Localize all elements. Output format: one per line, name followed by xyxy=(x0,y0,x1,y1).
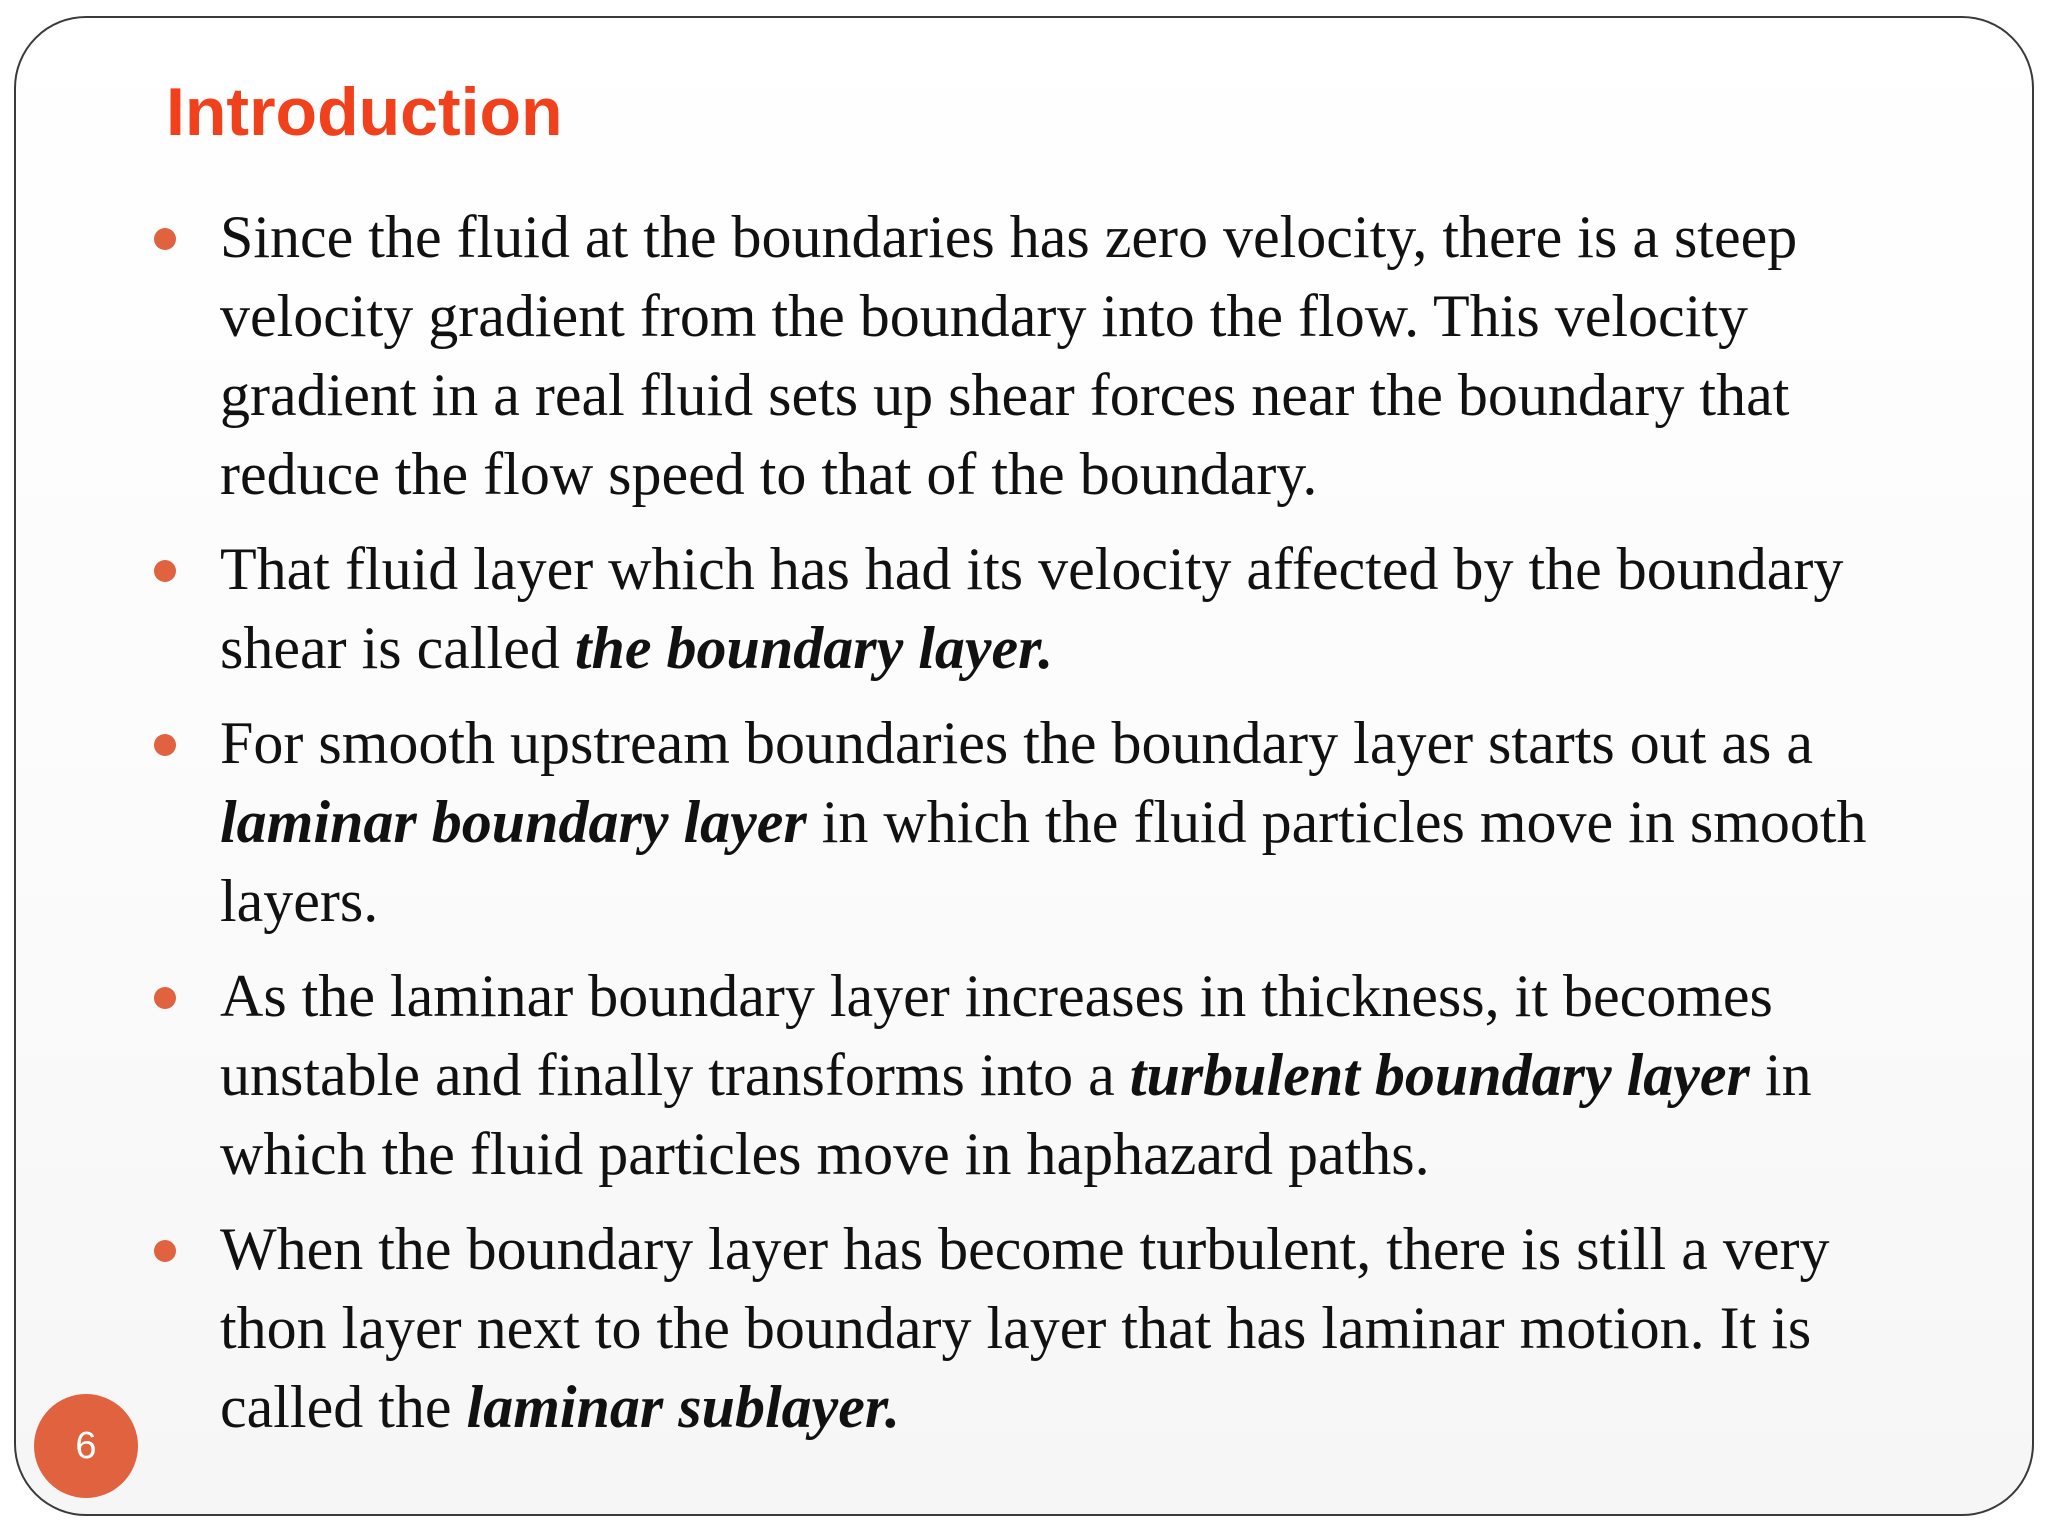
bullet-text: For smooth upstream boundaries the boundary layer starts out as a xyxy=(220,710,1813,776)
bullet-emphasis: turbulent boundary layer xyxy=(1129,1042,1750,1108)
bullet-dot-icon xyxy=(154,987,176,1009)
bullet-dot-icon xyxy=(154,228,176,250)
bullet-list xyxy=(146,198,1936,1463)
bullet-emphasis: laminar sublayer. xyxy=(466,1374,900,1440)
bullet-text: When the boundary layer has become turbulent, there is still a very thon layer next to the boundary layer that has laminar motion. It is called the xyxy=(220,1216,1830,1440)
bullet-item xyxy=(146,1210,1936,1447)
slide-title: Introduction xyxy=(166,74,563,150)
bullet-dot-icon xyxy=(154,560,176,582)
bullet-emphasis: the boundary layer. xyxy=(574,615,1054,681)
bullet-text-tail: in which the fluid particles move in smooth layers. xyxy=(220,789,1867,934)
bullet-text-tail: in which the fluid particles move in haphazard paths. xyxy=(220,1042,1812,1187)
bullet-item xyxy=(146,530,1936,688)
bullet-item xyxy=(146,957,1936,1194)
bullet-dot-icon xyxy=(154,734,176,756)
slide xyxy=(14,16,2034,1516)
bullet-emphasis: laminar boundary layer xyxy=(220,789,807,855)
bullet-item xyxy=(146,704,1936,941)
bullet-text: That fluid layer which has had its velocity affected by the boundary shear is called xyxy=(220,536,1844,681)
bullet-item xyxy=(146,198,1936,514)
bullet-text: As the laminar boundary layer increases in thickness, it becomes unstable and finally transforms into a xyxy=(220,963,1773,1108)
bullet-dot-icon xyxy=(154,1240,176,1262)
slide-number-badge: 6 xyxy=(34,1394,138,1498)
bullet-text: Since the fluid at the boundaries has zero velocity, there is a steep velocity gradient from the boundary into the flow. This velocity gradient in a real fluid sets up shear forces near the boundary that reduce the flow speed to that of the boundary. xyxy=(220,204,1798,507)
